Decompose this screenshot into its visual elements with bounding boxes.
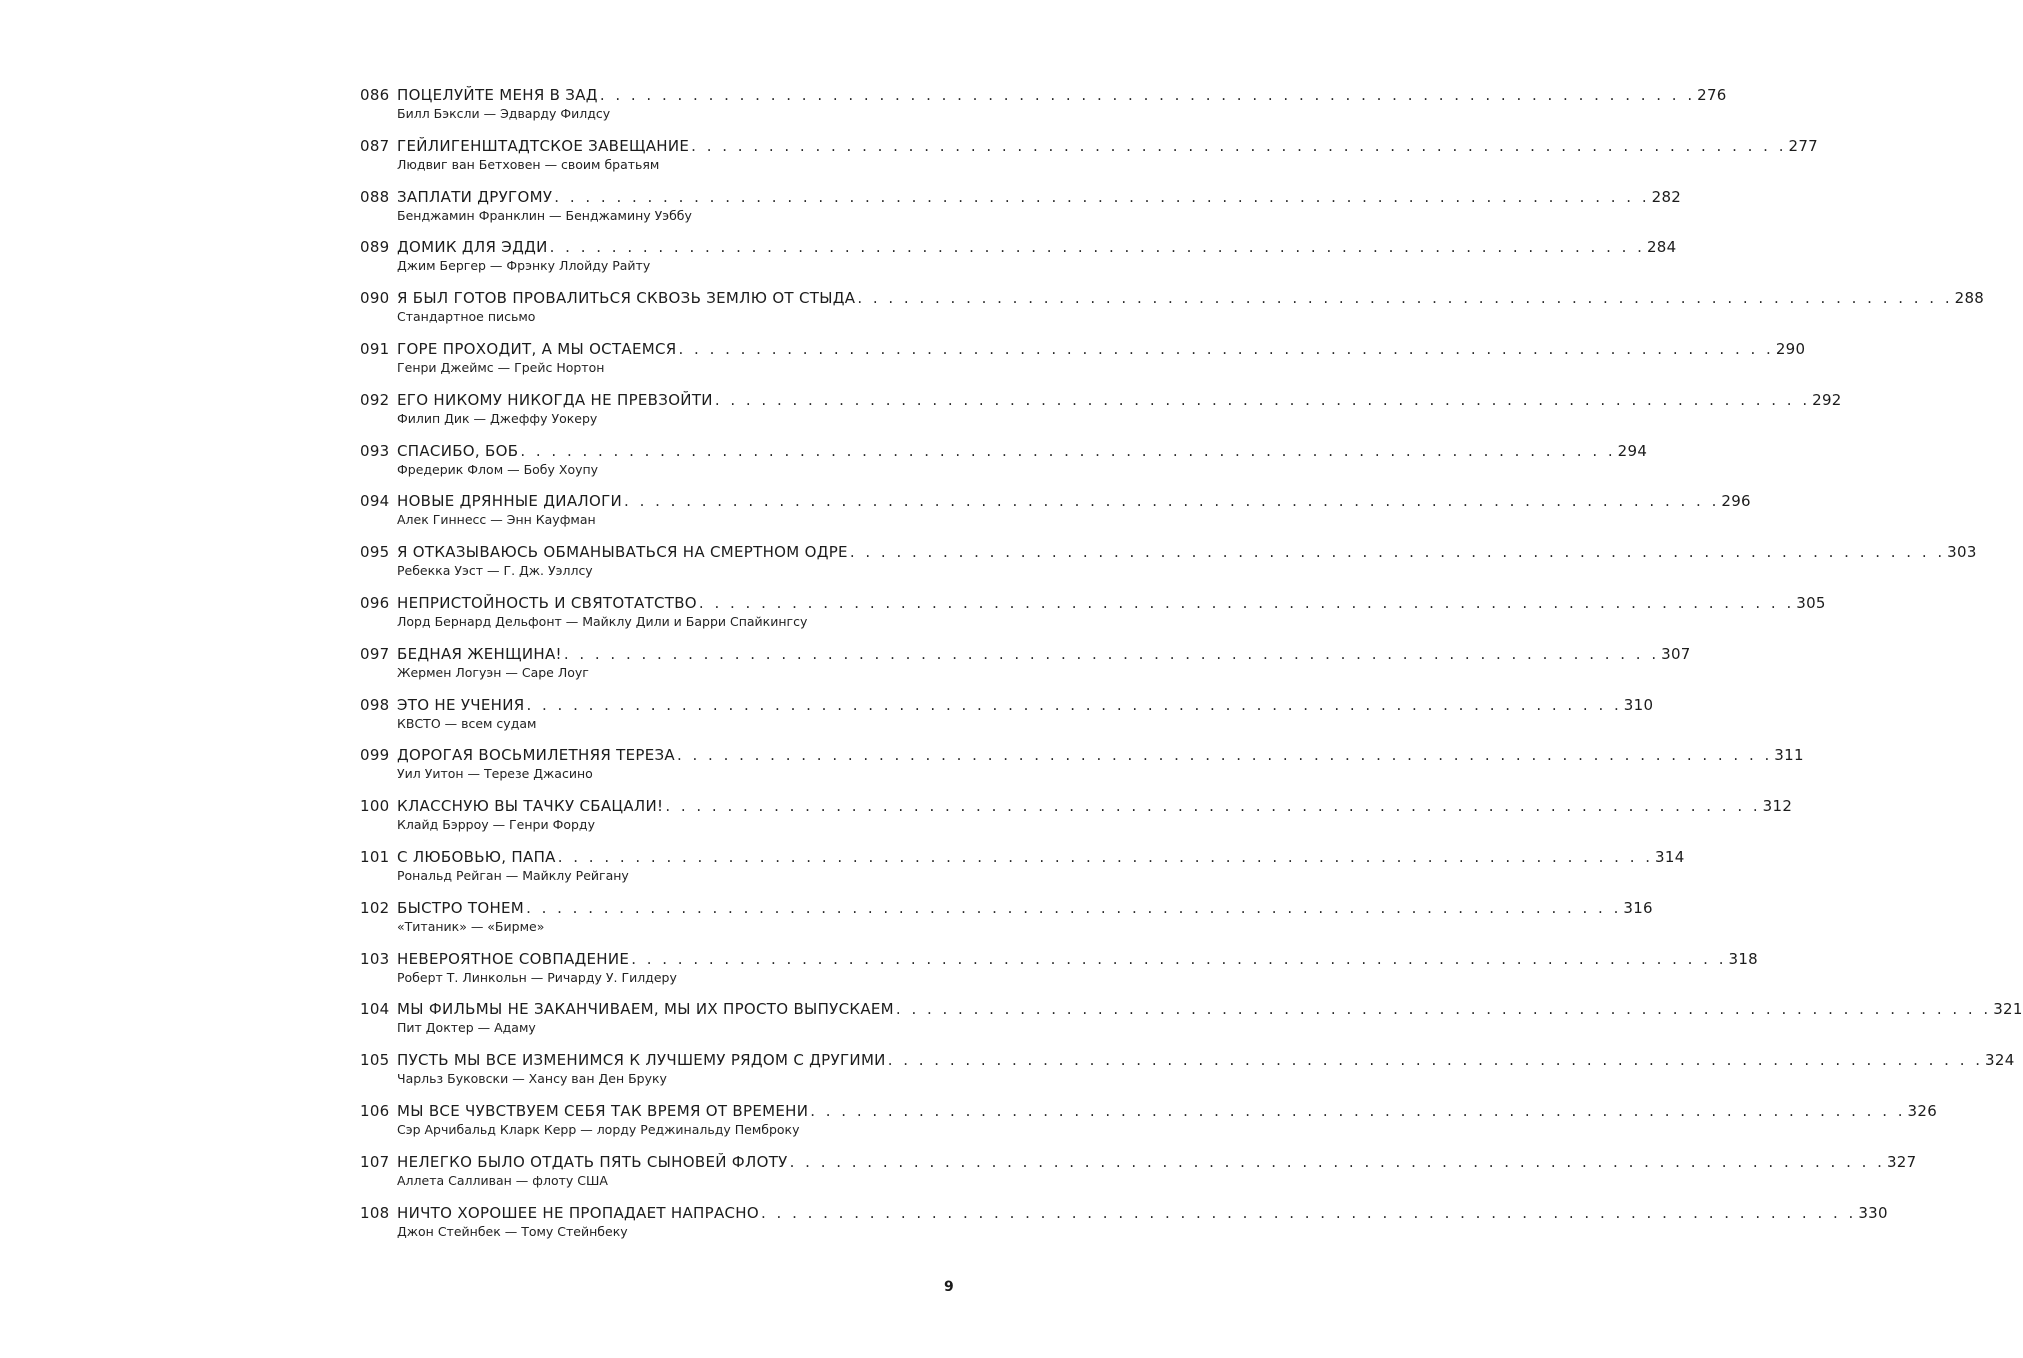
entry-author: Джон Стейнбек — Тому Стейнбеку [397,1223,628,1239]
entry-author: Рональд Рейган — Майклу Рейгану [397,867,629,883]
leader-dots [518,440,1617,462]
leader-dots [598,84,1697,106]
leader-dots [848,541,1947,563]
leader-dots [556,846,1655,868]
toc-entry[interactable] [360,1100,1938,1151]
entry-number: 100 [360,797,390,816]
leader-dots [808,1100,1907,1122]
leader-dots [552,186,1651,208]
page-number: 9 [944,1279,954,1295]
entry-title: МЫ ФИЛЬМЫ НЕ ЗАКАНЧИВАЕМ, МЫ ИХ ПРОСТО ВЫПУСКАЕМ [397,1000,894,1019]
toc-entry[interactable] [360,186,1682,237]
toc-entry-heading [360,643,1691,665]
leader-dots [548,236,1647,258]
entry-title: Я БЫЛ ГОТОВ ПРОВАЛИТЬСЯ СКВОЗЬ ЗЕМЛЮ ОТ СТЫДА [397,289,856,308]
toc-entry-heading [360,84,1727,106]
entry-title: ГЕЙЛИГЕНШТАДТСКОЕ ЗАВЕЩАНИЕ [397,136,690,155]
toc-entry-heading [360,236,1677,258]
entry-number: 101 [360,847,390,866]
entry-author: Уил Уитон — Терезе Джасино [397,766,593,782]
entry-number: 093 [360,441,390,460]
entry-author: Чарльз Буковски — Хансу ван Ден Бруку [397,1071,667,1087]
entry-number: 089 [360,238,390,257]
entry-title: КЛАССНУЮ ВЫ ТАЧКУ СБАЦАЛИ! [397,797,664,816]
entry-author: Пит Доктер — Адаму [397,1020,536,1036]
entry-page: 316 [1623,898,1653,917]
entry-author: Джим Бергер — Фрэнку Ллойду Райту [397,258,651,274]
toc-entry-heading [360,795,1793,817]
entry-number: 102 [360,898,390,917]
entry-number: 095 [360,543,390,562]
entry-author: Алек Гиннесс — Энн Кауфман [397,512,596,528]
entry-page: 276 [1697,86,1727,104]
toc-entry[interactable] [360,1202,1888,1253]
leader-dots [759,1202,1858,1224]
entry-number: 106 [360,1101,390,1120]
entry-page: 327 [1886,1152,1917,1171]
entry-author: Билл Бэксли — Эдварду Филдсу [397,106,611,121]
entry-number: 099 [360,746,390,765]
leader-dots [689,135,1788,157]
toc-entry[interactable] [360,846,1685,897]
toc-entry[interactable] [360,236,1677,287]
entry-page: 321 [1993,1000,2023,1019]
toc-entry-heading [360,490,1751,512]
toc-entry[interactable] [360,541,1977,592]
leader-dots [894,998,1993,1020]
entry-author: Сэр Арчибальд Кларк Керр — лорду Реджинальду Пемброку [397,1121,800,1137]
entry-title: ПОЦЕЛУЙТЕ МЕНЯ В ЗАД [397,86,598,104]
toc-entry-heading [360,1202,1888,1224]
entry-number: 107 [360,1152,390,1171]
leader-dots [663,795,1762,817]
entry-number: 108 [360,1203,390,1222]
entry-number: 094 [360,492,390,511]
toc-entry-heading [360,135,1819,157]
toc-entry-heading [360,846,1685,868]
entry-page: 292 [1812,390,1842,409]
entry-title: СПАСИБО, БОБ [397,441,519,460]
entry-number: 097 [360,644,390,663]
entry-page: 330 [1858,1203,1888,1222]
entry-number: 104 [360,1000,390,1019]
entry-title: НЕВЕРОЯТНОЕ СОВПАДЕНИЕ [397,949,630,968]
toc-entry[interactable] [360,694,1654,745]
entry-title: НОВЫЕ ДРЯННЫЕ ДИАЛОГИ [397,492,623,511]
toc-entry-heading [360,1049,2015,1071]
toc-entry-heading [360,541,1977,563]
entry-page: 284 [1646,238,1677,257]
entry-title: НИЧТО ХОРОШЕЕ НЕ ПРОПАДАЕТ НАПРАСНО [397,1203,759,1222]
entry-page: 318 [1728,949,1759,968]
leader-dots [622,490,1721,512]
toc-entry[interactable] [360,998,2023,1049]
entry-number: 086 [360,86,390,104]
entry-number: 092 [360,390,390,409]
toc-entry[interactable] [360,1151,1917,1202]
toc-entry[interactable] [360,84,1727,135]
entry-title: С ЛЮБОВЬЮ, ПАПА [397,847,556,866]
entry-page: 310 [1623,695,1654,714]
leader-dots [886,1049,1985,1071]
entry-title: ДОМИК ДЛЯ ЭДДИ [397,238,548,257]
entry-page: 296 [1721,492,1751,511]
entry-author: Жермен Логуэн — Саре Лоуг [397,664,589,680]
entry-author: Аллета Салливан — флоту США [397,1172,608,1188]
entry-page: 326 [1907,1101,1938,1120]
toc-entry[interactable] [360,135,1819,186]
toc-entry[interactable] [360,389,1842,440]
toc-entry-heading [360,186,1682,208]
entry-title: НЕПРИСТОЙНОСТЬ И СВЯТОТАТСТВО [397,593,697,612]
entry-author: Генри Джеймс — Грейс Нортон [397,359,605,375]
entry-author: Стандартное письмо [397,309,536,325]
toc-entry[interactable] [360,795,1793,846]
entry-number: 098 [360,695,390,714]
toc-entry[interactable] [360,897,1653,948]
toc-entry[interactable] [360,440,1648,491]
entry-page: 294 [1617,441,1648,460]
entry-page: 314 [1655,847,1685,866]
toc-entry-heading [360,592,1826,614]
leader-dots [713,389,1812,411]
entry-number: 096 [360,593,390,612]
leader-dots [524,694,1623,716]
entry-page: 305 [1796,593,1826,612]
toc-entry-heading [360,389,1842,411]
toc-entry-heading [360,1151,1917,1173]
entry-title: ПУСТЬ МЫ ВСЕ ИЗМЕНИМСЯ К ЛУЧШЕМУ РЯДОМ С ДРУГИМИ [397,1051,886,1070]
toc-entry-heading [360,897,1653,919]
leader-dots [697,592,1796,614]
leader-dots [524,897,1623,919]
entry-number: 091 [360,339,390,358]
toc-entry-heading [360,744,1804,766]
toc-entry-heading [360,338,1806,360]
toc-entry[interactable] [360,592,1826,643]
entry-number: 088 [360,187,390,206]
leader-dots [629,948,1728,970]
leader-dots [675,744,1774,766]
table-of-contents [360,84,2023,1252]
entry-author: Лорд Бернард Дельфонт — Майклу Дили и Барри Спайкингсу [397,613,808,629]
entry-number: 090 [360,289,390,308]
entry-page: 307 [1661,644,1691,663]
leader-dots [677,338,1776,360]
toc-entry[interactable] [360,744,1804,795]
leader-dots [562,643,1661,665]
entry-title: ЕГО НИКОМУ НИКОГДА НЕ ПРЕВЗОЙТИ [397,390,713,409]
entry-page: 277 [1788,136,1819,155]
entry-author: Бенджамин Франклин — Бенджамину Уэббу [397,207,692,223]
leader-dots [788,1151,1887,1173]
entry-author: КВСТО — всем судам [397,715,537,731]
entry-author: Клайд Бэрроу — Генри Форду [397,817,595,833]
toc-entry-heading [360,998,2023,1020]
entry-author: «Титаник» — «Бирме» [397,918,545,934]
entry-title: ГОРЕ ПРОХОДИТ, А МЫ ОСТАЕМСЯ [397,339,677,358]
toc-entry-heading [360,948,1759,970]
toc-entry-heading [360,1100,1938,1122]
entry-author: Людвиг ван Бетховен — своим братьям [397,156,660,172]
leader-dots [855,287,1954,309]
entry-title: ЭТО НЕ УЧЕНИЯ [397,695,525,714]
entry-title: ЗАПЛАТИ ДРУГОМУ [397,187,553,206]
toc-entry-heading [360,287,1985,309]
entry-title: МЫ ВСЕ ЧУВСТВУЕМ СЕБЯ ТАК ВРЕМЯ ОТ ВРЕМЕНИ [397,1101,809,1120]
toc-entry-heading [360,694,1654,716]
toc-entry[interactable] [360,948,1759,999]
toc-entry[interactable] [360,643,1691,694]
entry-title: БЕДНАЯ ЖЕНЩИНА! [397,644,562,663]
entry-title: НЕЛЕГКО БЫЛО ОТДАТЬ ПЯТЬ СЫНОВЕЙ ФЛОТУ [397,1152,788,1171]
entry-page: 303 [1947,543,1977,562]
entry-page: 311 [1774,746,1804,765]
entry-number: 087 [360,136,390,155]
toc-entry[interactable] [360,1049,2015,1100]
toc-entry[interactable] [360,287,1985,338]
entry-number: 105 [360,1051,390,1070]
entry-page: 312 [1762,797,1793,816]
entry-author: Ребекка Уэст — Г. Дж. Уэллсу [397,563,593,579]
entry-title: БЫСТРО ТОНЕМ [397,898,525,917]
entry-page: 290 [1775,339,1806,358]
toc-entry[interactable] [360,338,1806,389]
entry-author: Фредерик Флом — Бобу Хоупу [397,461,599,477]
toc-entry[interactable] [360,490,1751,541]
entry-page: 282 [1651,187,1682,206]
toc-entry-heading [360,440,1648,462]
entry-author: Филип Дик — Джеффу Уокеру [397,410,598,426]
entry-title: Я ОТКАЗЫВАЮСЬ ОБМАНЫВАТЬСЯ НА СМЕРТНОМ ОДРЕ [397,543,848,562]
entry-title: ДОРОГАЯ ВОСЬМИЛЕТНЯЯ ТЕРЕЗА [397,746,675,765]
entry-author: Роберт Т. Линкольн — Ричарду У. Гилдеру [397,969,677,985]
entry-page: 288 [1954,289,1985,308]
entry-number: 103 [360,949,390,968]
entry-page: 324 [1985,1051,2015,1070]
